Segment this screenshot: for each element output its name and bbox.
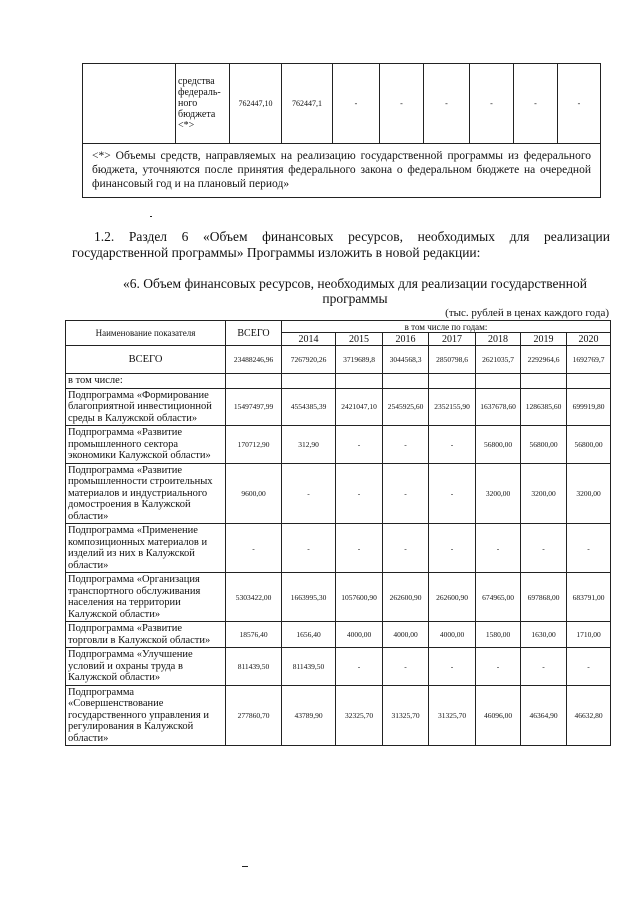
financing-table <box>65 320 611 746</box>
subprogram-label: Подпрограмма «Совершенствование государственного управления и регулирования в Калужской области» <box>66 685 226 746</box>
value-cell: 1637678,60 <box>476 388 521 426</box>
value-cell: 15497497,99 <box>226 388 282 426</box>
value-cell: - <box>383 426 429 464</box>
header-row <box>66 321 611 333</box>
empty-cell <box>429 374 476 389</box>
funding-source-label: средства федераль-ного бюджета <*> <box>176 64 230 144</box>
value-cell: 1057600,90 <box>336 573 383 622</box>
value-cell: 7267920,26 <box>282 346 336 374</box>
empty-cell <box>521 374 567 389</box>
empty-cell <box>476 374 521 389</box>
table-row <box>66 463 611 524</box>
value-cell: 762447,1 <box>282 64 333 144</box>
value-cell: - <box>333 64 380 144</box>
value-cell: 674965,00 <box>476 573 521 622</box>
value-cell: - <box>470 64 514 144</box>
empty-cell <box>282 374 336 389</box>
value-cell: - <box>383 463 429 524</box>
subprogram-label: Подпрограмма «Формирование благоприятной инвестиционной среды в Калужской области» <box>66 388 226 426</box>
empty-cell <box>336 374 383 389</box>
scan-mark <box>242 866 248 867</box>
table-row <box>66 622 611 648</box>
total-label: ВСЕГО <box>66 346 226 374</box>
value-cell: 18576,40 <box>226 622 282 648</box>
unit-note: (тыс. рублей в ценах каждого года) <box>445 307 609 319</box>
continuation-table <box>82 63 601 198</box>
value-cell: - <box>282 524 336 573</box>
value-cell: - <box>429 426 476 464</box>
empty-cell <box>567 374 611 389</box>
year-header: 2019 <box>521 333 567 346</box>
empty-cell <box>226 374 282 389</box>
value-cell: - <box>282 463 336 524</box>
table-row <box>66 573 611 622</box>
value-cell: 5303422,00 <box>226 573 282 622</box>
footnote: <*> Объемы средств, направляемых на реализацию государственной программы из федерального бюджета, уточняются после принятия федерального закона о федеральном бюджете на очередной финансовый год и на плановый период» <box>83 144 601 198</box>
value-cell: 1630,00 <box>521 622 567 648</box>
value-cell: - <box>567 648 611 686</box>
value-cell: 4554385,39 <box>282 388 336 426</box>
value-cell: 3200,00 <box>521 463 567 524</box>
value-cell: 4000,00 <box>429 622 476 648</box>
value-cell: 4000,00 <box>336 622 383 648</box>
subprogram-label: Подпрограмма «Развитие промышленности строительных материалов и индустриального домостроения в Калужской области» <box>66 463 226 524</box>
year-header: 2014 <box>282 333 336 346</box>
subprogram-label: Подпрограмма «Развитие промышленного сектора экономики Калужской области» <box>66 426 226 464</box>
value-cell: 46632,80 <box>567 685 611 746</box>
year-header: 2020 <box>567 333 611 346</box>
value-cell: 2850798,6 <box>429 346 476 374</box>
including-row <box>66 374 611 389</box>
value-cell: - <box>476 648 521 686</box>
table-row <box>66 685 611 746</box>
value-cell: 3044568,3 <box>383 346 429 374</box>
value-cell: - <box>336 463 383 524</box>
table-row <box>83 64 601 144</box>
value-cell: 56800,00 <box>567 426 611 464</box>
value-cell: 43789,90 <box>282 685 336 746</box>
value-cell: 1656,40 <box>282 622 336 648</box>
table-row <box>66 388 611 426</box>
value-cell: - <box>226 524 282 573</box>
value-cell: 46096,00 <box>476 685 521 746</box>
value-cell: 697868,00 <box>521 573 567 622</box>
table-row <box>83 144 601 198</box>
value-cell: 811439,50 <box>226 648 282 686</box>
value-cell: - <box>383 648 429 686</box>
value-cell: 262600,90 <box>429 573 476 622</box>
amendment-paragraph: 1.2. Раздел 6 «Объем финансовых ресурсов, необходимых для реализации государственной программы» Программы изложить в новой редакции: <box>72 229 610 260</box>
subprogram-label: Подпрограмма «Применение композиционных материалов и изделий из них в Калужской области» <box>66 524 226 573</box>
header-years-group: в том числе по годам: <box>282 321 611 333</box>
value-cell: 262600,90 <box>383 573 429 622</box>
value-cell: 683791,00 <box>567 573 611 622</box>
value-cell: 3719689,8 <box>336 346 383 374</box>
value-cell: 46364,90 <box>521 685 567 746</box>
value-cell: 1580,00 <box>476 622 521 648</box>
value-cell: 3200,00 <box>476 463 521 524</box>
value-cell: 170712,90 <box>226 426 282 464</box>
table-row <box>66 524 611 573</box>
value-cell: - <box>521 648 567 686</box>
value-cell: 1663995,30 <box>282 573 336 622</box>
value-cell: - <box>380 64 424 144</box>
value-cell: 56800,00 <box>476 426 521 464</box>
value-cell: - <box>567 524 611 573</box>
value-cell: - <box>424 64 470 144</box>
value-cell: 9600,00 <box>226 463 282 524</box>
value-cell: - <box>476 524 521 573</box>
value-cell: 2621035,7 <box>476 346 521 374</box>
value-cell: - <box>429 524 476 573</box>
value-cell: 31325,70 <box>429 685 476 746</box>
value-cell: - <box>383 524 429 573</box>
value-cell: 3200,00 <box>567 463 611 524</box>
value-cell: 1286385,60 <box>521 388 567 426</box>
subprogram-label: Подпрограмма «Развитие торговли в Калужской области» <box>66 622 226 648</box>
total-row <box>66 346 611 374</box>
value-cell: 2545925,60 <box>383 388 429 426</box>
subprogram-label: Подпрограмма «Улучшение условий и охраны труда в Калужской области» <box>66 648 226 686</box>
scan-mark <box>150 216 152 217</box>
year-header: 2015 <box>336 333 383 346</box>
table-row <box>66 426 611 464</box>
value-cell: 2352155,90 <box>429 388 476 426</box>
empty-cell <box>383 374 429 389</box>
value-cell: 811439,50 <box>282 648 336 686</box>
header-name: Наименование показателя <box>66 321 226 346</box>
value-cell: 4000,00 <box>383 622 429 648</box>
header-total: ВСЕГО <box>226 321 282 346</box>
section-title: «6. Объем финансовых ресурсов, необходимых для реализации государственной программы <box>123 276 587 306</box>
value-cell: 32325,70 <box>336 685 383 746</box>
value-cell: - <box>336 648 383 686</box>
value-cell: - <box>429 463 476 524</box>
year-header: 2016 <box>383 333 429 346</box>
value-cell: 1710,00 <box>567 622 611 648</box>
value-cell: 699919,80 <box>567 388 611 426</box>
value-cell: - <box>521 524 567 573</box>
table-row <box>66 648 611 686</box>
value-cell: - <box>336 524 383 573</box>
value-cell: 277860,70 <box>226 685 282 746</box>
empty-cell <box>83 64 176 144</box>
value-cell: - <box>336 426 383 464</box>
value-cell: - <box>429 648 476 686</box>
value-cell: 2421047,10 <box>336 388 383 426</box>
value-cell: 23488246,96 <box>226 346 282 374</box>
value-cell: - <box>514 64 558 144</box>
value-cell: 762447,10 <box>230 64 282 144</box>
value-cell: - <box>558 64 601 144</box>
year-header: 2017 <box>429 333 476 346</box>
subprogram-label: Подпрограмма «Организация транспортного обслуживания населения на территории Калужской области» <box>66 573 226 622</box>
year-header: 2018 <box>476 333 521 346</box>
value-cell: 2292964,6 <box>521 346 567 374</box>
value-cell: 31325,70 <box>383 685 429 746</box>
value-cell: 1692769,7 <box>567 346 611 374</box>
value-cell: 56800,00 <box>521 426 567 464</box>
value-cell: 312,90 <box>282 426 336 464</box>
including-label: в том числе: <box>66 374 226 389</box>
